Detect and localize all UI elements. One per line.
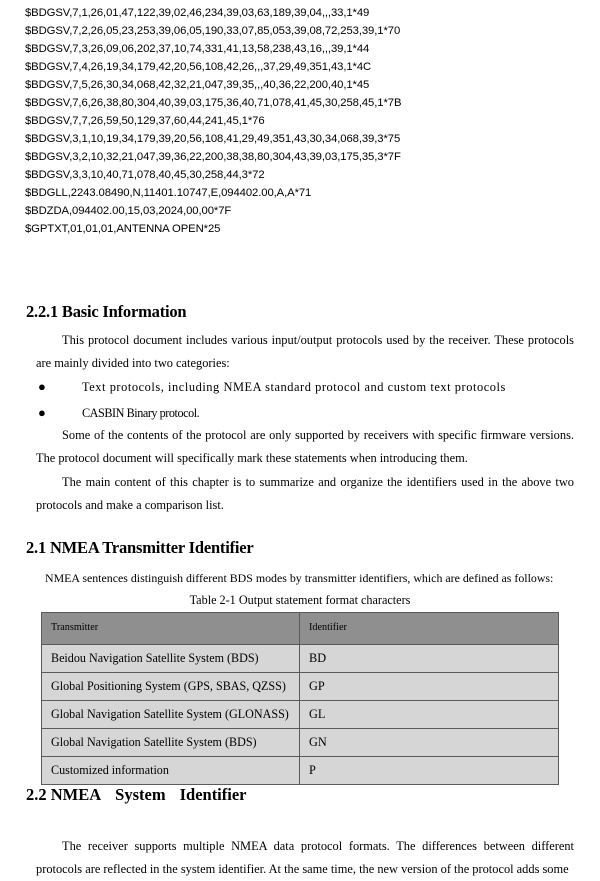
paragraph-text: NMEA sentences distinguish different BDS modes by transmitter identifiers, which are defined as follows: [45, 571, 554, 585]
table-row [42, 701, 559, 729]
heading-part-2: System [115, 785, 166, 804]
section-heading-nmea-transmitter-identifier: 2.1 NMEA Transmitter Identifier [26, 538, 254, 557]
section-heading-nmea-system-identifier [26, 785, 247, 805]
bullet-dot-icon: ● [38, 379, 47, 394]
table-row [42, 673, 559, 701]
table-cell-transmitter: Global Positioning System (GPS, SBAS, QZSS) [42, 673, 300, 701]
table-row [42, 757, 559, 785]
paragraph-transmitter-intro [45, 568, 565, 588]
bullet-dot-icon: ● [38, 405, 46, 420]
nmea-sentence-line: $BDGSV,7,5,26,30,34,068,42,32,21,047,39,35,,,40,36,22,200,40,1*45 [25, 79, 370, 91]
paragraph-text: The receiver supports multiple NMEA data protocol formats. The differences between different protocols are reflected in the system identifier. At the same time, the new version of the protocol adds some [36, 839, 574, 876]
heading-part-3: Identifier [179, 785, 247, 804]
nmea-sentence-line: $BDGSV,7,6,26,38,80,304,40,39,03,175,36,40,71,078,41,45,30,258,45,1*7B [25, 97, 402, 109]
nmea-sentence-line: $BDGSV,3,2,10,32,21,047,39,36,22,200,38,38,80,304,43,39,03,175,35,3*7F [25, 151, 401, 163]
list-item-label: Text protocols, including NMEA standard protocol and custom text protocols [82, 380, 506, 394]
table-row [42, 645, 559, 673]
nmea-sentence-line: $BDGSV,7,7,26,59,50,129,37,60,44,241,45,1*76 [25, 115, 265, 127]
table-column-header-transmitter: Transmitter [42, 613, 300, 645]
nmea-sentence-line: $BDGSV,7,2,26,05,23,253,39,06,05,190,33,07,85,053,39,08,72,253,39,1*70 [25, 25, 401, 37]
list-item-label: CASBIN Binary protocol. [82, 406, 200, 420]
output-statement-format-table [41, 612, 559, 785]
table-row [42, 729, 559, 757]
paragraph-firmware-note [36, 424, 574, 470]
table-cell-transmitter: Customized information [42, 757, 300, 785]
output-statement-format-table-wrapper [41, 612, 558, 785]
nmea-sentence-line: $BDGSV,3,1,10,19,34,179,39,20,56,108,41,29,49,351,43,30,34,068,39,3*75 [25, 133, 401, 145]
list-item [36, 400, 576, 426]
section-heading-basic-information: 2.2.1 Basic Information [26, 302, 187, 321]
table-cell-transmitter: Beidou Navigation Satellite System (BDS) [42, 645, 300, 673]
paragraph-text: The main content of this chapter is to summarize and organize the identifiers used in the above two protocols and make a comparison list. [36, 475, 574, 512]
nmea-sentence-line: $BDZDA,094402.00,15,03,2024,00,00*7F [25, 205, 232, 217]
paragraph-chapter-summary [36, 471, 574, 517]
table-cell-transmitter: Global Navigation Satellite System (GLONASS) [42, 701, 300, 729]
paragraph-system-identifier [36, 835, 574, 881]
nmea-sentence-block [25, 4, 585, 238]
nmea-sentence-line: $BDGSV,7,1,26,01,47,122,39,02,46,234,39,03,63,189,39,04,,,33,1*49 [25, 7, 370, 19]
paragraph-text: This protocol document includes various input/output protocols used by the receiver. These protocols are mainly divided into two categories: [36, 333, 574, 370]
heading-part-1: 2.2 NMEA [26, 785, 102, 804]
table-cell-identifier: GN [300, 729, 559, 757]
table-header-row [42, 613, 559, 645]
table-caption: Table 2-1 Output statement format characters [189, 593, 411, 607]
nmea-sentence-line: $BDGSV,7,4,26,19,34,179,42,20,56,108,42,26,,,37,29,49,351,43,1*4C [25, 61, 372, 73]
table-column-header-identifier: Identifier [300, 613, 559, 645]
table-cell-identifier: P [300, 757, 559, 785]
table-cell-identifier: BD [300, 645, 559, 673]
nmea-sentence-line: $BDGLL,2243.08490,N,11401.10747,E,094402.00,A,A*71 [25, 187, 312, 199]
table-cell-transmitter: Global Navigation Satellite System (BDS) [42, 729, 300, 757]
nmea-sentence-line: $BDGSV,3,3,10,40,71,078,40,45,30,258,44,3*72 [25, 169, 265, 181]
paragraph-text: Some of the contents of the protocol are only supported by receivers with specific firmware versions. The protocol document will specifically mark these statements when introducing them. [36, 428, 574, 465]
nmea-sentence-line: $GPTXT,01,01,01,ANTENNA OPEN*25 [25, 223, 221, 235]
paragraph-basic-intro [36, 329, 574, 375]
list-item [36, 374, 576, 400]
table-cell-identifier: GP [300, 673, 559, 701]
basic-information-bullet-list [36, 374, 576, 426]
table-cell-identifier: GL [300, 701, 559, 729]
nmea-sentence-line: $BDGSV,7,3,26,09,06,202,37,10,74,331,41,13,58,238,43,16,,,39,1*44 [25, 43, 370, 55]
